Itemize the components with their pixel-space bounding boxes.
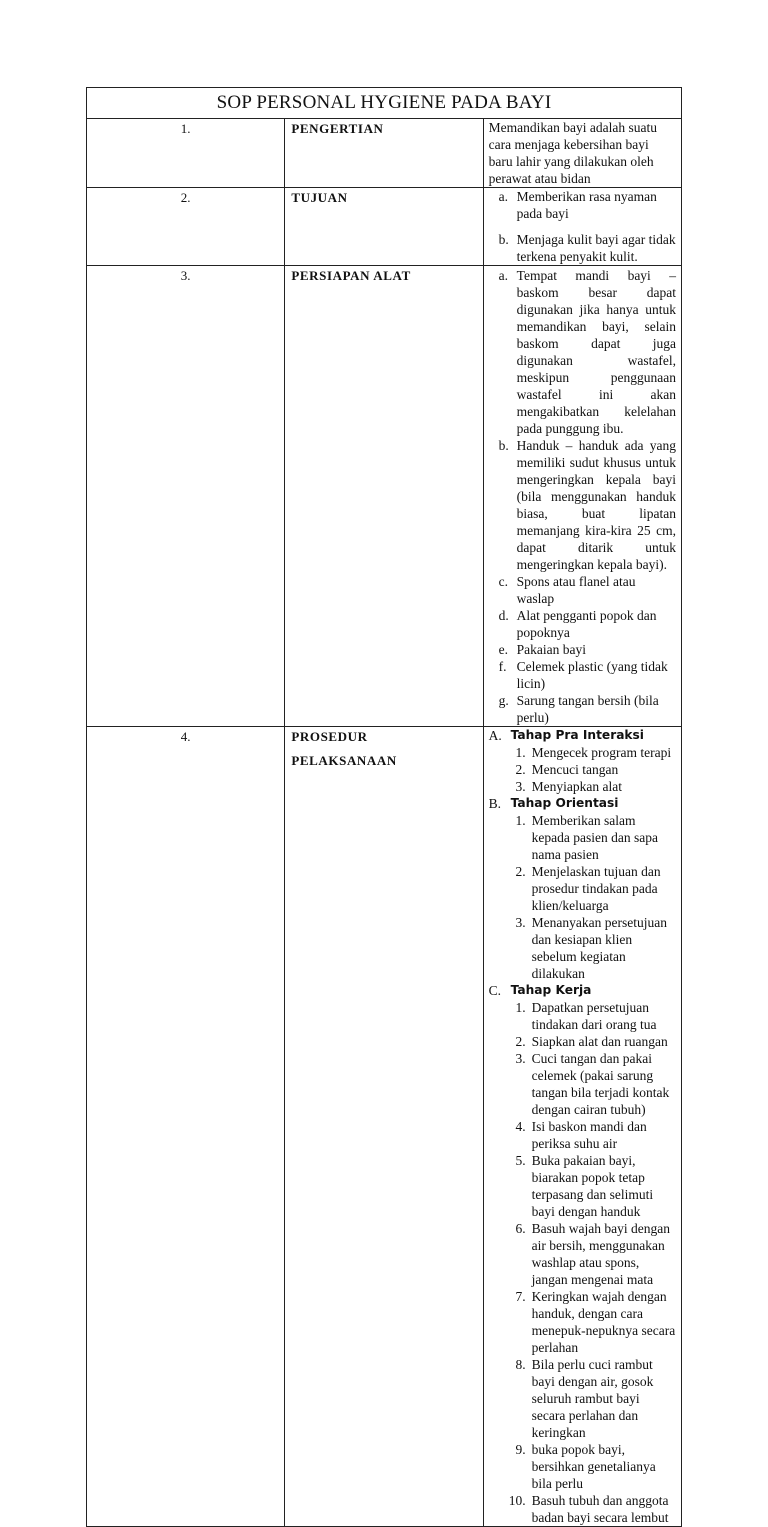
row-content <box>483 727 681 1527</box>
step-marker: 7. <box>515 1289 526 1304</box>
list-item <box>489 437 676 573</box>
section-heading <box>489 727 676 744</box>
step-text: Mengecek program terapi <box>531 745 672 760</box>
step-text: Basuh wajah bayi dengan air bersih, menggunakan washlap atau spons, jangan mengenai mata <box>531 1221 670 1287</box>
section-title: Tahap Orientasi <box>510 796 619 810</box>
step-marker: 9. <box>515 1442 526 1457</box>
title-row <box>87 88 682 119</box>
list-marker: d. <box>498 608 509 623</box>
sop-table <box>86 87 682 1527</box>
list-marker: a. <box>498 189 509 204</box>
list-marker: f. <box>498 659 507 674</box>
table-row-tujuan <box>87 188 682 266</box>
section-heading <box>489 982 676 999</box>
step-marker: 4. <box>515 1119 526 1134</box>
list-text: Pakaian bayi <box>516 642 587 657</box>
list-text: Memberikan rasa nyaman pada bayi <box>516 189 657 221</box>
step-text: Keringkan wajah dengan handuk, dengan cara menepuk-nepuknya secara perlahan <box>531 1289 676 1355</box>
step-text: Mencuci tangan <box>531 762 619 777</box>
step-text: Memberikan salam kepada pasien dan sapa nama pasien <box>531 813 658 862</box>
list-marker: g. <box>498 693 509 708</box>
row-label-cell <box>285 727 483 1527</box>
list-marker: b. <box>498 232 509 247</box>
step-item <box>489 1152 676 1220</box>
step-text: Siapkan alat dan ruangan <box>531 1034 668 1049</box>
step-text: Bila perlu cuci rambut bayi dengan air, gosok seluruh rambut bayi secara perlahan dan keringkan <box>531 1357 654 1440</box>
list-item <box>489 267 676 437</box>
list-text: Handuk – handuk ada yang memiliki sudut khusus untuk mengeringkan kepala bayi (bila menggunakan handuk biasa, buat lipatan memanjang kira-kira 25 cm, dapat ditarik untuk mengeringkan kepala bayi). <box>516 438 676 572</box>
step-text: Menanyakan persetujuan dan kesiapan klien sebelum kegiatan dilakukan <box>531 915 667 981</box>
list-item <box>489 692 676 726</box>
step-item <box>489 1356 676 1441</box>
step-marker: 6. <box>515 1221 526 1236</box>
step-item <box>489 1288 676 1356</box>
row-label: PERSIAPAN ALAT <box>285 266 483 727</box>
step-text: Basuh tubuh dan anggota badan bayi secara lembut <box>531 1493 669 1525</box>
step-marker: 1. <box>515 1000 526 1015</box>
step-marker: 3. <box>515 915 526 930</box>
list-item <box>489 641 676 658</box>
list-text: Spons atau flanel atau waslap <box>516 574 636 606</box>
step-item <box>489 812 676 863</box>
step-text: Dapatkan persetujuan tindakan dari orang tua <box>531 1000 657 1032</box>
step-item <box>489 761 676 778</box>
step-marker: 1. <box>515 813 526 828</box>
step-marker: 3. <box>515 779 526 794</box>
list-item <box>489 607 676 641</box>
step-marker: 2. <box>515 864 526 879</box>
step-marker: 5. <box>515 1153 526 1168</box>
table-row-persiapan-alat <box>87 266 682 727</box>
row-label: TUJUAN <box>285 188 483 266</box>
step-text: Buka pakaian bayi, biarakan popok tetap terpasang dan selimuti bayi dengan handuk <box>531 1153 654 1219</box>
row-label-continued: PELAKSANAAN <box>291 753 397 768</box>
row-number: 3. <box>87 266 285 727</box>
step-item <box>489 744 676 761</box>
step-marker: 3. <box>515 1051 526 1066</box>
list-text: Tempat mandi bayi – baskom besar dapat digunakan jika hanya untuk memandikan bayi, selain baskom dapat juga digunakan wastafel, meskipun penggunaan wastafel ini akan mengakibatkan kelelahan pada punggung ibu. <box>516 268 676 436</box>
list-item <box>489 573 676 607</box>
step-item <box>489 1050 676 1118</box>
step-item <box>489 1033 676 1050</box>
row-number: 4. <box>87 727 285 1527</box>
step-item <box>489 999 676 1033</box>
step-item <box>489 1492 676 1526</box>
list-item <box>489 658 676 692</box>
step-text: Menyiapkan alat <box>531 779 622 794</box>
step-item <box>489 1441 676 1492</box>
section-marker: A. <box>488 728 502 743</box>
list-text: Sarung tangan bersih (bila perlu) <box>516 693 659 725</box>
step-marker: 2. <box>515 1034 526 1049</box>
row-number: 1. <box>87 119 285 188</box>
step-item <box>489 914 676 982</box>
row-content <box>483 266 681 727</box>
row-label: PENGERTIAN <box>285 119 483 188</box>
step-marker: 1. <box>515 745 526 760</box>
row-label: PROSEDUR <box>291 729 368 744</box>
step-item <box>489 778 676 795</box>
step-item <box>489 1220 676 1288</box>
step-text: Cuci tangan dan pakai celemek (pakai sarung tangan bila terjadi kontak dengan cairan tubuh) <box>531 1051 670 1117</box>
step-item <box>489 1118 676 1152</box>
list-marker: b. <box>498 438 509 453</box>
row-content <box>483 188 681 266</box>
definition-text: Memandikan bayi adalah suatu cara menjaga kebersihan bayi baru lahir yang dilakukan oleh perawat atau bidan <box>488 120 657 186</box>
table-row-prosedur <box>87 727 682 1527</box>
list-marker: e. <box>498 642 509 657</box>
section-title: Tahap Kerja <box>510 983 592 997</box>
list-item <box>489 188 676 222</box>
step-marker: 2. <box>515 762 526 777</box>
row-number: 2. <box>87 188 285 266</box>
step-marker: 8. <box>515 1357 526 1372</box>
table-row-pengertian <box>87 119 682 188</box>
list-item <box>489 231 676 265</box>
section-marker: B. <box>488 796 502 811</box>
step-item <box>489 863 676 914</box>
list-text: Celemek plastic (yang tidak licin) <box>516 659 668 691</box>
step-marker: 10. <box>508 1493 526 1508</box>
step-text: Menjelaskan tujuan dan prosedur tindakan pada klien/keluarga <box>531 864 661 913</box>
section-marker: C. <box>488 983 502 998</box>
list-text: Alat pengganti popok dan popoknya <box>516 608 657 640</box>
section-title: Tahap Pra Interaksi <box>510 728 644 742</box>
list-marker: c. <box>498 574 509 589</box>
step-text: buka popok bayi, bersihkan genetalianya bila perlu <box>531 1442 656 1491</box>
step-text: Isi baskon mandi dan periksa suhu air <box>531 1119 647 1151</box>
list-marker: a. <box>498 268 509 283</box>
document-title: SOP PERSONAL HYGIENE PADA BAYI <box>87 88 682 119</box>
section-heading <box>489 795 676 812</box>
row-content <box>483 119 681 188</box>
list-text: Menjaga kulit bayi agar tidak terkena penyakit kulit. <box>516 232 676 264</box>
